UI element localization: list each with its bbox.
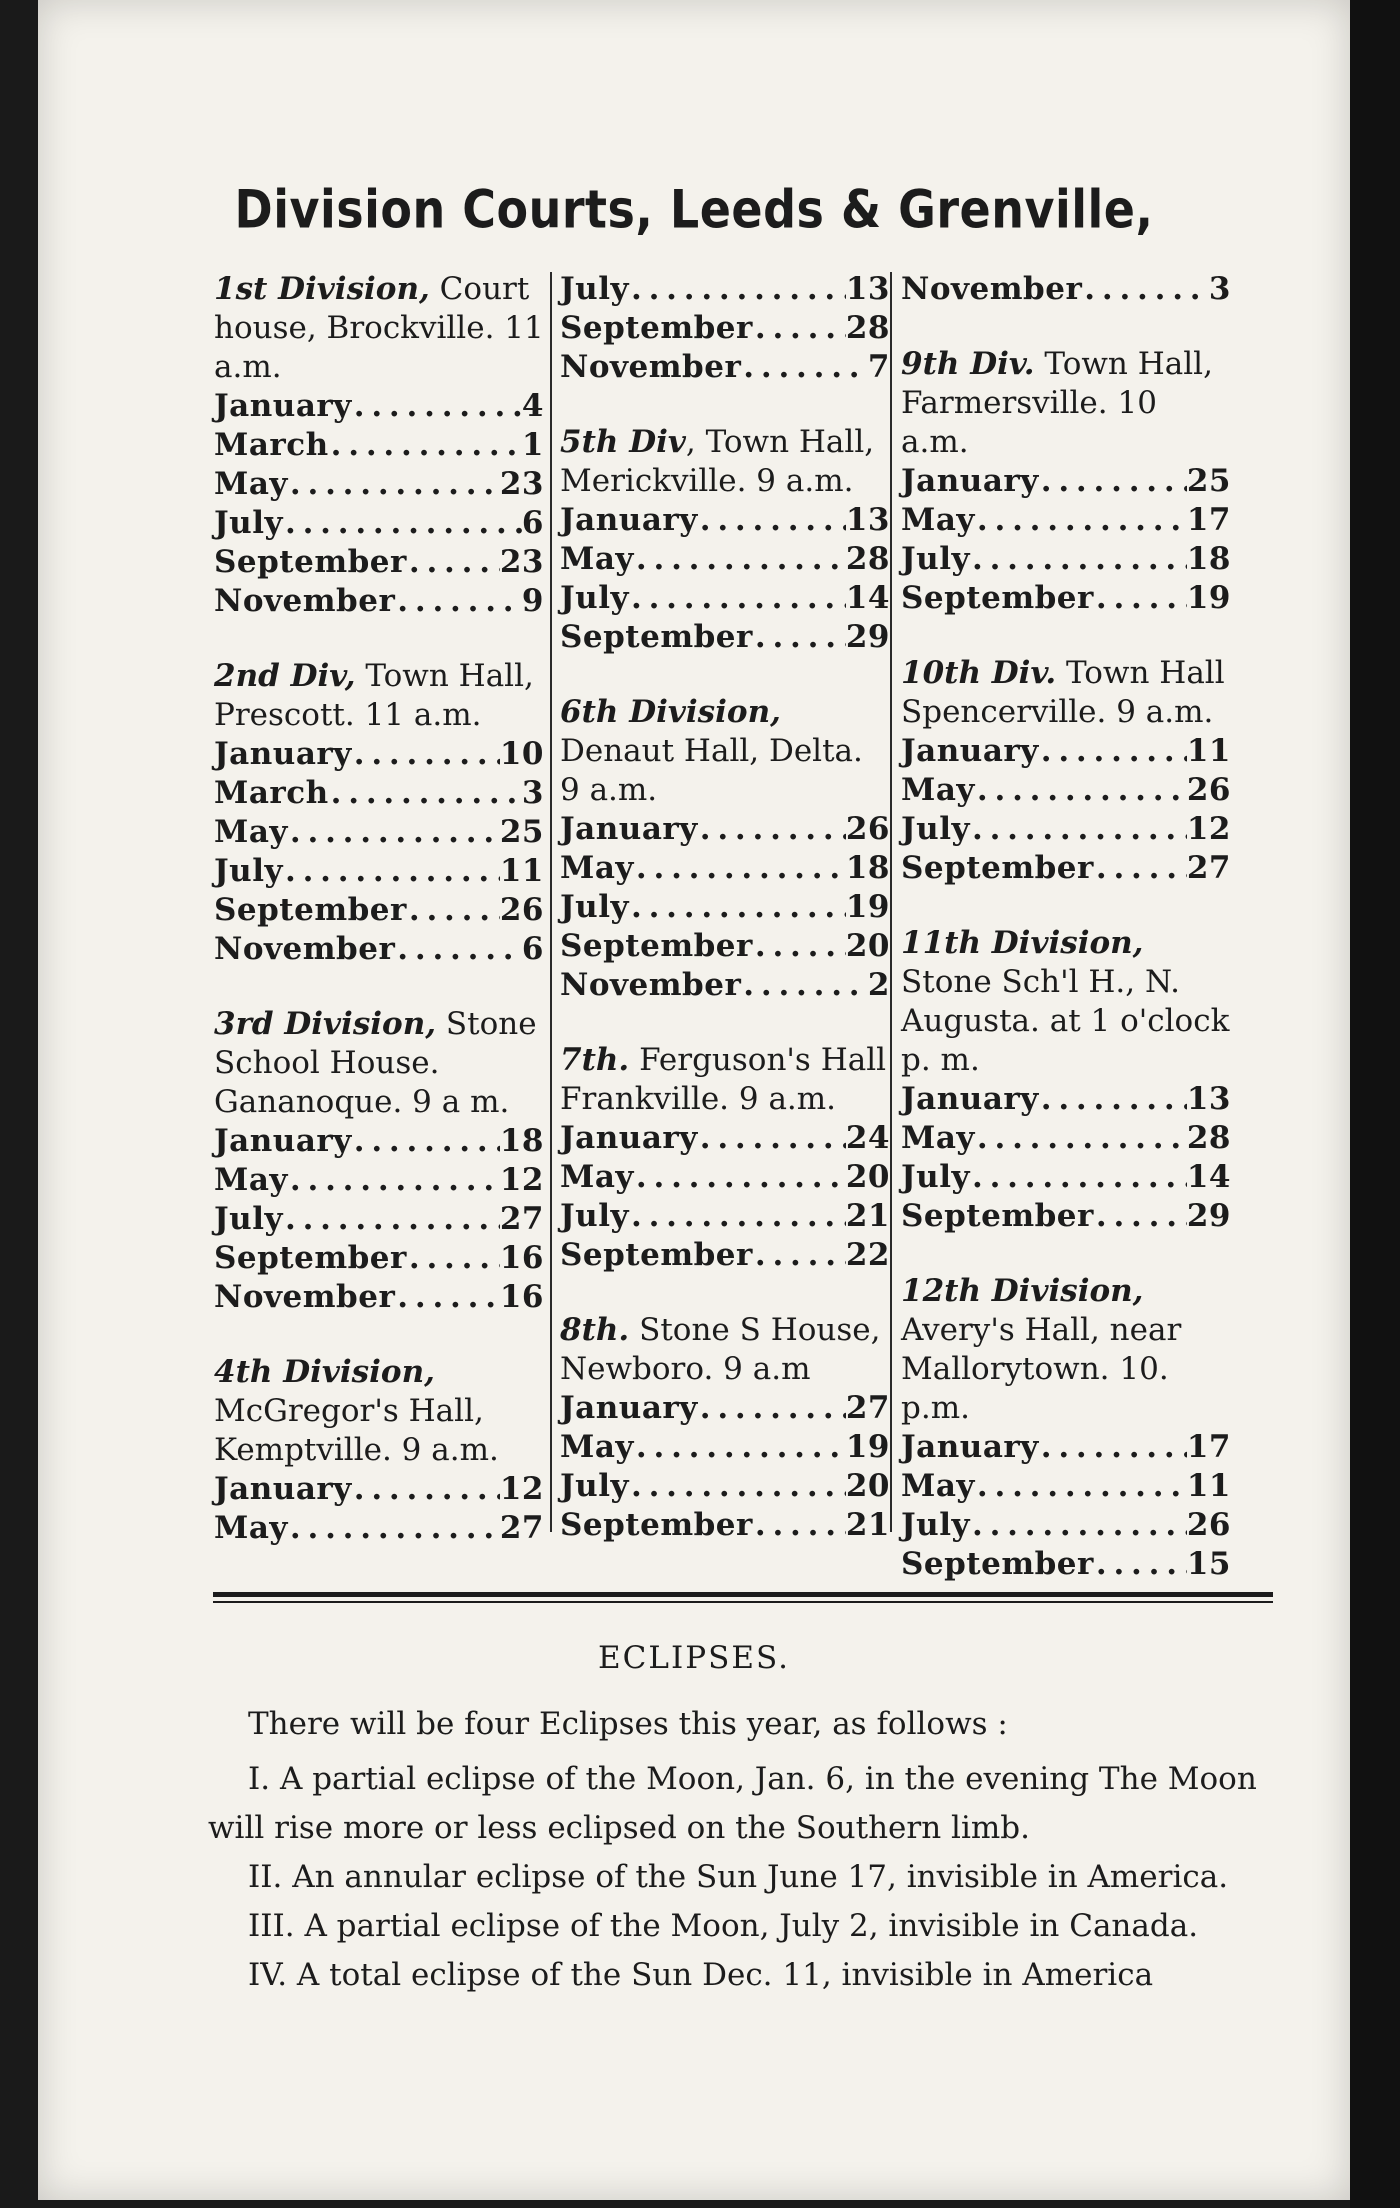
day: 26 bbox=[845, 811, 890, 847]
day: 14 bbox=[845, 580, 890, 616]
leader-dots bbox=[288, 1509, 500, 1548]
division-heading bbox=[560, 1041, 890, 1119]
eclipses-title: ECLIPSES. bbox=[598, 1640, 790, 1676]
eclipse-item: I. A partial eclipse of the Moon, Jan. 6, in the evening The Moon will rise more or less eclipsed on the Southern limb. bbox=[208, 1761, 1257, 1846]
month: January bbox=[901, 1081, 1039, 1117]
leader-dots bbox=[283, 504, 522, 543]
leader-dots bbox=[1039, 1428, 1187, 1467]
division-block bbox=[560, 423, 890, 657]
month: September bbox=[214, 544, 407, 580]
court-date-row bbox=[560, 1158, 890, 1197]
leader-dots bbox=[352, 1122, 500, 1161]
month: November bbox=[560, 349, 742, 385]
division-block bbox=[560, 1311, 890, 1545]
division-heading bbox=[214, 270, 544, 387]
leader-dots bbox=[395, 930, 522, 969]
month: January bbox=[560, 1390, 698, 1426]
day: 26 bbox=[499, 892, 544, 928]
leader-dots bbox=[283, 1200, 500, 1239]
leader-dots bbox=[1039, 1080, 1187, 1119]
day: 21 bbox=[845, 1198, 890, 1234]
month: July bbox=[901, 1507, 970, 1543]
month: July bbox=[560, 1198, 629, 1234]
court-date-row bbox=[214, 543, 544, 582]
leader-dots bbox=[629, 888, 846, 927]
division-block bbox=[901, 1272, 1231, 1584]
day: 29 bbox=[1186, 1198, 1231, 1234]
day: 27 bbox=[845, 1390, 890, 1426]
day: 28 bbox=[1186, 1120, 1231, 1156]
division-heading bbox=[901, 345, 1231, 462]
almanac-page bbox=[38, 0, 1350, 2200]
day: 4 bbox=[521, 388, 544, 424]
division-block bbox=[214, 1005, 544, 1317]
month: July bbox=[901, 1159, 970, 1195]
section-rule bbox=[213, 1592, 1273, 1597]
day: 26 bbox=[1186, 1507, 1231, 1543]
month: July bbox=[560, 889, 629, 925]
court-date-row bbox=[560, 1467, 890, 1506]
division-location: Court house, Brockville. 11 a.m. bbox=[214, 271, 544, 385]
leader-dots bbox=[753, 309, 846, 348]
leader-dots bbox=[753, 618, 846, 657]
court-date-row bbox=[214, 1470, 544, 1509]
leader-dots bbox=[352, 1470, 500, 1509]
court-date-row bbox=[214, 387, 544, 426]
division-heading bbox=[560, 423, 890, 501]
leader-dots bbox=[634, 1158, 846, 1197]
division-number: 11th Division, bbox=[901, 925, 1144, 961]
month: July bbox=[901, 811, 970, 847]
court-date-row bbox=[214, 1161, 544, 1200]
division-number: 7th. bbox=[560, 1042, 630, 1078]
leader-dots bbox=[629, 1197, 846, 1236]
court-column-2 bbox=[560, 270, 890, 1581]
leader-dots bbox=[395, 1278, 500, 1317]
page-edge bbox=[1350, 0, 1400, 2208]
day: 11 bbox=[499, 853, 544, 889]
leader-dots bbox=[753, 1236, 846, 1275]
court-column-1 bbox=[214, 270, 544, 1584]
court-date-row bbox=[901, 540, 1231, 579]
month: May bbox=[560, 1159, 634, 1195]
leader-dots bbox=[629, 1467, 846, 1506]
division-number: 10th Div. bbox=[901, 655, 1057, 691]
day: 2 bbox=[867, 967, 890, 1003]
court-date-row bbox=[901, 732, 1231, 771]
division-heading bbox=[560, 693, 890, 810]
court-date-row bbox=[560, 1119, 890, 1158]
leader-dots bbox=[975, 771, 1187, 810]
leader-dots bbox=[629, 579, 846, 618]
court-date-row bbox=[560, 1428, 890, 1467]
month: July bbox=[560, 1468, 629, 1504]
division-block bbox=[560, 1041, 890, 1275]
division-number: 5th Div bbox=[560, 424, 686, 460]
court-date-row bbox=[560, 540, 890, 579]
eclipses-section bbox=[208, 1700, 1278, 2000]
division-block bbox=[560, 693, 890, 1005]
court-date-row bbox=[560, 810, 890, 849]
court-date-row bbox=[214, 1509, 544, 1548]
court-date-row bbox=[901, 1428, 1231, 1467]
month: January bbox=[901, 463, 1039, 499]
leader-dots bbox=[288, 1161, 500, 1200]
division-heading bbox=[214, 1353, 544, 1470]
month: July bbox=[214, 505, 283, 541]
month: July bbox=[214, 1201, 283, 1237]
leader-dots bbox=[698, 810, 846, 849]
month: November bbox=[214, 931, 396, 967]
leader-dots bbox=[741, 348, 868, 387]
court-date-row bbox=[214, 735, 544, 774]
division-heading bbox=[901, 924, 1231, 1080]
division-block bbox=[214, 657, 544, 969]
day: 16 bbox=[499, 1240, 544, 1276]
day: 17 bbox=[1186, 1429, 1231, 1465]
division-heading bbox=[901, 1272, 1231, 1428]
column-divider bbox=[550, 272, 552, 1532]
day: 26 bbox=[1186, 772, 1231, 808]
leader-dots bbox=[741, 966, 868, 1005]
day: 27 bbox=[1186, 850, 1231, 886]
leader-dots bbox=[975, 1119, 1187, 1158]
day: 13 bbox=[1186, 1081, 1231, 1117]
court-date-row bbox=[901, 771, 1231, 810]
court-date-row bbox=[901, 849, 1231, 888]
leader-dots bbox=[352, 735, 500, 774]
division-number: 9th Div. bbox=[901, 346, 1035, 382]
month: September bbox=[901, 1546, 1094, 1582]
division-location: Stone Sch'l H., N. Augusta. at 1 o'clock p. m. bbox=[901, 964, 1230, 1078]
month: May bbox=[901, 502, 975, 538]
division-location: Town Hall, Prescott. 11 a.m. bbox=[214, 658, 534, 733]
month: September bbox=[214, 1240, 407, 1276]
leader-dots bbox=[970, 810, 1187, 849]
day: 16 bbox=[499, 1279, 544, 1315]
month: September bbox=[560, 928, 753, 964]
day: 19 bbox=[1186, 580, 1231, 616]
month: May bbox=[560, 850, 634, 886]
court-date-row bbox=[214, 465, 544, 504]
day: 23 bbox=[499, 466, 544, 502]
court-date-row bbox=[214, 426, 544, 465]
day: 27 bbox=[499, 1201, 544, 1237]
court-date-row bbox=[560, 849, 890, 888]
section-rule bbox=[213, 1601, 1273, 1603]
leader-dots bbox=[1094, 1197, 1187, 1236]
court-date-row bbox=[901, 1545, 1231, 1584]
leader-dots bbox=[634, 1428, 846, 1467]
court-date-row bbox=[214, 813, 544, 852]
day: 20 bbox=[845, 1159, 890, 1195]
division-number: 1st Division, bbox=[214, 271, 430, 307]
court-date-row bbox=[214, 891, 544, 930]
day: 18 bbox=[499, 1123, 544, 1159]
division-block bbox=[901, 345, 1231, 618]
leader-dots bbox=[753, 1506, 846, 1545]
day: 6 bbox=[521, 505, 544, 541]
day: 28 bbox=[845, 541, 890, 577]
day: 29 bbox=[845, 619, 890, 655]
division-heading bbox=[901, 654, 1231, 732]
leader-dots bbox=[1039, 732, 1187, 771]
column-divider bbox=[890, 272, 892, 1532]
month: January bbox=[901, 1429, 1039, 1465]
day: 20 bbox=[845, 1468, 890, 1504]
leader-dots bbox=[975, 501, 1187, 540]
month: November bbox=[214, 583, 396, 619]
eclipses-intro: There will be four Eclipses this year, as follows : bbox=[248, 1706, 1008, 1742]
court-date-row bbox=[901, 810, 1231, 849]
month: September bbox=[214, 892, 407, 928]
day: 13 bbox=[845, 502, 890, 538]
day: 7 bbox=[867, 349, 890, 385]
month: September bbox=[901, 580, 1094, 616]
day: 14 bbox=[1186, 1159, 1231, 1195]
day: 15 bbox=[1186, 1546, 1231, 1582]
month: May bbox=[214, 1162, 288, 1198]
day: 23 bbox=[499, 544, 544, 580]
leader-dots bbox=[634, 849, 846, 888]
court-date-row bbox=[901, 462, 1231, 501]
month: November bbox=[214, 1279, 396, 1315]
month: January bbox=[214, 1471, 352, 1507]
court-date-row bbox=[560, 501, 890, 540]
month: January bbox=[214, 1123, 352, 1159]
month: May bbox=[560, 1429, 634, 1465]
day: 25 bbox=[1186, 463, 1231, 499]
month: March bbox=[214, 427, 329, 463]
month: September bbox=[560, 310, 753, 346]
day: 1 bbox=[521, 427, 544, 463]
division-location: Ferguson's Hall Frankville. 9 a.m. bbox=[560, 1042, 887, 1117]
court-date-row bbox=[560, 927, 890, 966]
month: July bbox=[901, 541, 970, 577]
month: September bbox=[560, 619, 753, 655]
leader-dots bbox=[407, 543, 500, 582]
division-block bbox=[214, 1353, 544, 1548]
court-date-row bbox=[901, 1197, 1231, 1236]
division-block bbox=[901, 654, 1231, 888]
month: March bbox=[214, 775, 329, 811]
leader-dots bbox=[753, 927, 846, 966]
court-date-row bbox=[560, 618, 890, 657]
division-number: 8th. bbox=[560, 1312, 630, 1348]
division-number: 4th Division, bbox=[214, 1354, 435, 1390]
division-number: 3rd Division, bbox=[214, 1006, 437, 1042]
month: January bbox=[560, 1120, 698, 1156]
court-date-row bbox=[214, 1122, 544, 1161]
month: January bbox=[214, 388, 352, 424]
division-number: 6th Division, bbox=[560, 694, 781, 730]
court-date-row bbox=[901, 1467, 1231, 1506]
court-date-row bbox=[560, 1236, 890, 1275]
day: 3 bbox=[1208, 271, 1231, 307]
month: May bbox=[901, 1120, 975, 1156]
division-location: Town Hall Spencerville. 9 a.m. bbox=[901, 655, 1225, 730]
page-title: Division Courts, Leeds & Grenville, bbox=[234, 177, 1154, 241]
division-number: 2nd Div, bbox=[214, 658, 356, 694]
eclipse-item: IV. A total eclipse of the Sun Dec. 11, invisible in America bbox=[248, 1957, 1154, 1993]
day: 20 bbox=[845, 928, 890, 964]
court-date-row bbox=[901, 1080, 1231, 1119]
day: 13 bbox=[845, 271, 890, 307]
month: May bbox=[214, 466, 288, 502]
month: September bbox=[901, 1198, 1094, 1234]
court-date-row bbox=[214, 1278, 544, 1317]
month: May bbox=[214, 1510, 288, 1546]
division-block bbox=[560, 270, 890, 387]
day: 24 bbox=[845, 1120, 890, 1156]
leader-dots bbox=[698, 1119, 846, 1158]
leader-dots bbox=[1039, 462, 1187, 501]
court-date-row bbox=[214, 1200, 544, 1239]
division-location: Stone School House. Gananoque. 9 a m. bbox=[214, 1006, 537, 1120]
division-location: Stone S House, Newboro. 9 a.m bbox=[560, 1312, 881, 1387]
day: 11 bbox=[1186, 1468, 1231, 1504]
day: 11 bbox=[1186, 733, 1231, 769]
day: 6 bbox=[521, 931, 544, 967]
court-date-row bbox=[560, 309, 890, 348]
court-date-row bbox=[901, 1506, 1231, 1545]
court-date-row bbox=[560, 270, 890, 309]
court-date-row bbox=[560, 348, 890, 387]
division-location: Avery's Hall, near Mallorytown. 10. p.m. bbox=[901, 1312, 1182, 1426]
division-location: Town Hall, Farmersville. 10 a.m. bbox=[901, 346, 1213, 460]
leader-dots bbox=[288, 465, 500, 504]
leader-dots bbox=[970, 540, 1187, 579]
leader-dots bbox=[329, 426, 522, 465]
month: September bbox=[560, 1507, 753, 1543]
day: 21 bbox=[845, 1507, 890, 1543]
month: November bbox=[560, 967, 742, 1003]
day: 19 bbox=[845, 1429, 890, 1465]
court-date-row bbox=[560, 1389, 890, 1428]
day: 10 bbox=[499, 736, 544, 772]
leader-dots bbox=[1094, 579, 1187, 618]
court-date-row bbox=[901, 501, 1231, 540]
day: 9 bbox=[521, 583, 544, 619]
leader-dots bbox=[629, 270, 846, 309]
leader-dots bbox=[634, 540, 846, 579]
leader-dots bbox=[970, 1506, 1187, 1545]
division-heading bbox=[214, 1005, 544, 1122]
court-date-row bbox=[214, 504, 544, 543]
leader-dots bbox=[407, 1239, 500, 1278]
month: January bbox=[560, 811, 698, 847]
month: July bbox=[560, 271, 629, 307]
leader-dots bbox=[283, 852, 500, 891]
division-block bbox=[901, 270, 1231, 309]
court-date-row bbox=[901, 270, 1231, 309]
division-location: McGregor's Hall, Kemptville. 9 a.m. bbox=[214, 1393, 499, 1468]
division-heading bbox=[214, 657, 544, 735]
month: January bbox=[560, 502, 698, 538]
court-date-row bbox=[560, 1506, 890, 1545]
court-date-row bbox=[214, 930, 544, 969]
day: 25 bbox=[499, 814, 544, 850]
leader-dots bbox=[352, 387, 522, 426]
leader-dots bbox=[970, 1158, 1187, 1197]
day: 17 bbox=[1186, 502, 1231, 538]
day: 22 bbox=[845, 1237, 890, 1273]
division-location: , Town Hall, Merickville. 9 a.m. bbox=[560, 424, 875, 499]
month: May bbox=[901, 1468, 975, 1504]
court-date-row bbox=[901, 1158, 1231, 1197]
day: 12 bbox=[1186, 811, 1231, 847]
month: July bbox=[214, 853, 283, 889]
day: 12 bbox=[499, 1162, 544, 1198]
month: May bbox=[901, 772, 975, 808]
month: January bbox=[214, 736, 352, 772]
leader-dots bbox=[1094, 1545, 1187, 1584]
leader-dots bbox=[329, 774, 522, 813]
leader-dots bbox=[698, 1389, 846, 1428]
leader-dots bbox=[698, 501, 846, 540]
day: 28 bbox=[845, 310, 890, 346]
day: 27 bbox=[499, 1510, 544, 1546]
leader-dots bbox=[975, 1467, 1187, 1506]
month: January bbox=[901, 733, 1039, 769]
day: 18 bbox=[845, 850, 890, 886]
court-date-row bbox=[214, 774, 544, 813]
division-block bbox=[901, 924, 1231, 1236]
leader-dots bbox=[1082, 270, 1209, 309]
division-block bbox=[214, 270, 544, 621]
court-date-row bbox=[214, 582, 544, 621]
court-date-row bbox=[560, 966, 890, 1005]
month: May bbox=[560, 541, 634, 577]
court-date-row bbox=[901, 579, 1231, 618]
day: 18 bbox=[1186, 541, 1231, 577]
leader-dots bbox=[288, 813, 500, 852]
month: November bbox=[901, 271, 1083, 307]
month: September bbox=[901, 850, 1094, 886]
day: 19 bbox=[845, 889, 890, 925]
court-date-row bbox=[560, 1197, 890, 1236]
day: 12 bbox=[499, 1471, 544, 1507]
eclipse-item: II. An annular eclipse of the Sun June 17, invisible in America. bbox=[248, 1859, 1229, 1895]
division-location: Denaut Hall, Delta. 9 a.m. bbox=[560, 733, 863, 808]
leader-dots bbox=[395, 582, 522, 621]
court-column-3 bbox=[901, 270, 1231, 1620]
division-number: 12th Division, bbox=[901, 1273, 1144, 1309]
month: May bbox=[214, 814, 288, 850]
leader-dots bbox=[1094, 849, 1187, 888]
eclipse-item: III. A partial eclipse of the Moon, July 2, invisible in Canada. bbox=[248, 1908, 1199, 1944]
month: September bbox=[560, 1237, 753, 1273]
court-date-row bbox=[901, 1119, 1231, 1158]
court-date-row bbox=[560, 888, 890, 927]
court-date-row bbox=[214, 852, 544, 891]
court-date-row bbox=[560, 579, 890, 618]
division-heading bbox=[560, 1311, 890, 1389]
leader-dots bbox=[407, 891, 500, 930]
day: 3 bbox=[521, 775, 544, 811]
court-date-row bbox=[214, 1239, 544, 1278]
month: July bbox=[560, 580, 629, 616]
